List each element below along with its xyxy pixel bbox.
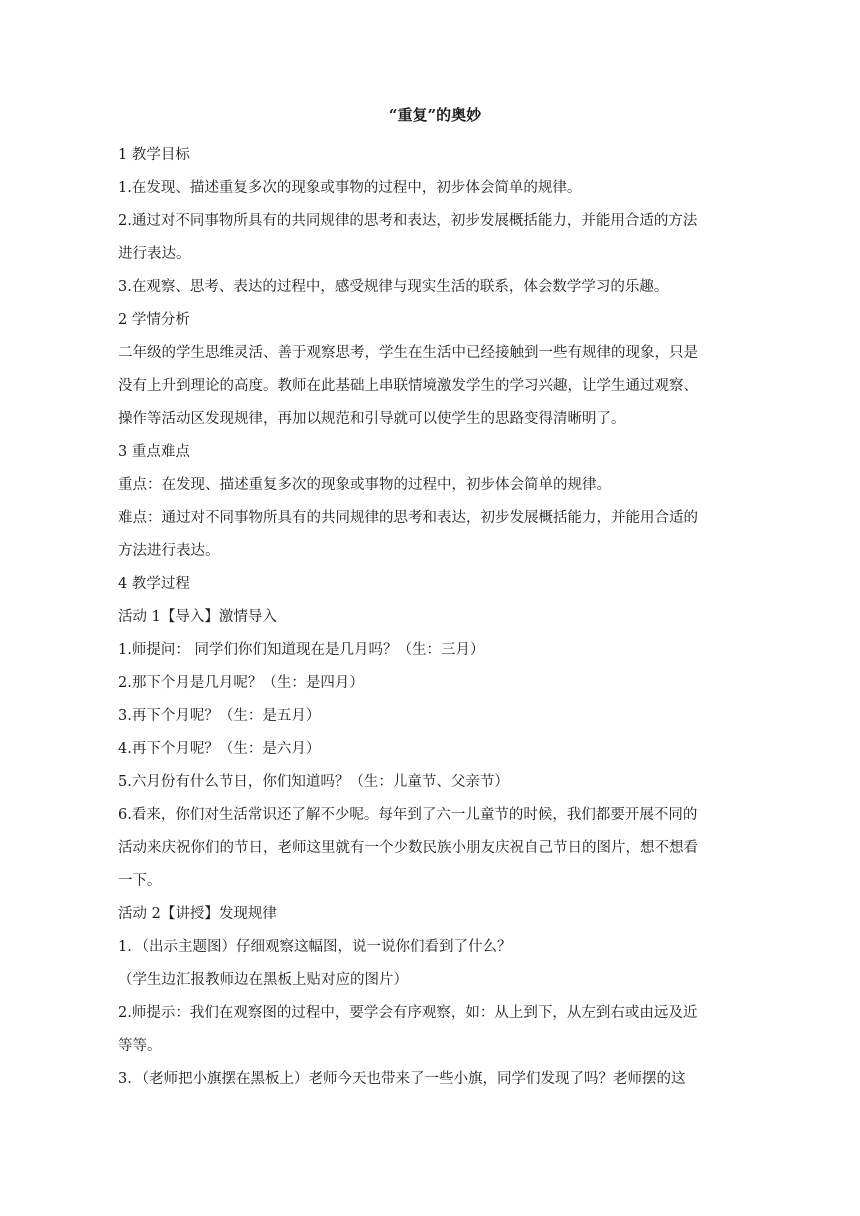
section-heading-goals: 1 教学目标 [118, 147, 190, 163]
document-page [118, 106, 734, 1096]
activity-1-step-6-cont-1: 活动来庆祝你们的节日，老师这里就有一个少数民族小朋友庆祝自己节日的图片，想不想看 [118, 840, 698, 856]
activity-1-step-3: 3.再下个月呢？（生：是五月） [118, 708, 321, 724]
analysis-line-2: 没有上升到理论的高度。教师在此基础上串联情境激发学生的学习兴趣，让学生通过观察、 [118, 378, 698, 394]
activity-2-step-1: 1．（出示主题图）仔细观察这幅图，说一说你们看到了什么？ [118, 939, 512, 955]
analysis-line-1: 二年级的学生思维灵活、善于观察思考，学生在生活中已经接触到一些有规律的现象，只是 [118, 345, 698, 361]
difficult-point-cont: 方法进行表达。 [118, 543, 220, 559]
key-point: 重点：在发现、描述重复多次的现象或事物的过程中，初步体会简单的规律。 [118, 477, 611, 493]
activity-1-step-2: 2.那下个月是几月呢？（生：是四月） [118, 675, 364, 691]
goal-1: 1.在发现、描述重复多次的现象或事物的过程中，初步体会简单的规律。 [118, 180, 582, 196]
section-heading-key-points: 3 重点难点 [118, 444, 190, 460]
activity-2-heading: 活动 2【讲授】发现规律 [118, 906, 277, 922]
activity-1-step-4: 4.再下个月呢？（生：是六月） [118, 741, 321, 757]
goal-2: 2.通过对不同事物所具有的共同规律的思考和表达，初步发展概括能力，并能用合适的方法 [118, 213, 698, 229]
activity-2-step-2: 2.师提示：我们在观察图的过程中，要学会有序观察，如：从上到下，从左到右或由远及近 [118, 1005, 698, 1021]
goal-3: 3.在观察、思考、表达的过程中，感受规律与现实生活的联系，体会数学学习的乐趣。 [118, 279, 669, 295]
activity-1-heading: 活动 1【导入】激情导入 [118, 609, 277, 625]
section-heading-analysis: 2 学情分析 [118, 312, 190, 328]
analysis-line-3: 操作等活动区发现规律，再加以规范和引导就可以使学生的思路变得清晰明了。 [118, 411, 626, 427]
activity-2-step-1-note: （学生边汇报教师边在黑板上贴对应的图片） [118, 972, 408, 988]
activity-1-step-6: 6.看来，你们对生活常识还了解不少呢。每年到了六一儿童节的时候，我们都要开展不同的 [118, 807, 698, 823]
activity-2-step-3: 3．（老师把小旗摆在黑板上）老师今天也带来了一些小旗，同学们发现了吗？老师摆的这 [118, 1071, 686, 1087]
activity-1-step-1: 1.师提问： 同学们你们知道现在是几月吗？（生：三月） [118, 642, 485, 658]
difficult-point: 难点：通过对不同事物所具有的共同规律的思考和表达，初步发展概括能力，并能用合适的 [118, 510, 698, 526]
activity-2-step-2-cont: 等等。 [118, 1038, 162, 1054]
goal-2-cont: 进行表达。 [118, 246, 191, 262]
section-heading-process: 4 教学过程 [118, 576, 190, 592]
activity-1-step-6-cont-2: 一下。 [118, 873, 162, 889]
activity-1-step-5: 5.六月份有什么节日，你们知道吗？（生：儿童节、父亲节） [118, 774, 509, 790]
document-title: “重复”的奥妙 [388, 106, 482, 124]
